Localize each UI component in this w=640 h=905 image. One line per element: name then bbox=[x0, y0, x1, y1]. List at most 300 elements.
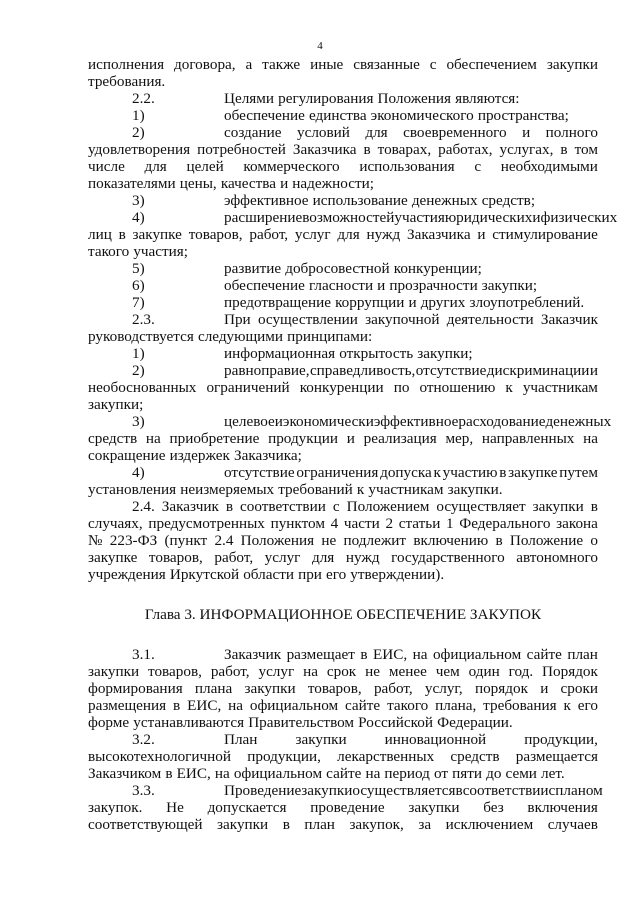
word: Заказчик bbox=[161, 498, 219, 515]
word: менее bbox=[388, 663, 427, 680]
word: не bbox=[365, 663, 380, 680]
word: дискриминации bbox=[486, 362, 590, 379]
word: а bbox=[245, 56, 253, 73]
word: мер, bbox=[445, 430, 474, 447]
word: целевое bbox=[224, 413, 275, 430]
word: Целями bbox=[224, 90, 275, 107]
word: Федерального bbox=[459, 515, 551, 532]
word: реализация bbox=[363, 430, 437, 447]
word: участникам bbox=[522, 379, 598, 396]
item-text bbox=[224, 107, 598, 124]
word: устанавливаются bbox=[133, 714, 245, 731]
word: в bbox=[282, 816, 290, 833]
word: потребностей bbox=[197, 141, 286, 158]
word: Российской bbox=[358, 714, 434, 731]
page-number: 4 bbox=[317, 40, 323, 52]
indent bbox=[88, 192, 132, 209]
word: средств bbox=[88, 430, 138, 447]
word: к bbox=[433, 464, 441, 481]
word: без bbox=[483, 799, 504, 816]
word: случаев bbox=[547, 816, 598, 833]
word: подлежит bbox=[343, 532, 407, 549]
word: следующими bbox=[197, 328, 284, 345]
word: один bbox=[468, 663, 500, 680]
word: развитие bbox=[224, 260, 282, 277]
word: в bbox=[363, 141, 371, 158]
item-number: 2) bbox=[132, 362, 145, 379]
word: показателями bbox=[88, 175, 176, 192]
word: на bbox=[365, 765, 381, 782]
list-item bbox=[88, 107, 598, 124]
spacer bbox=[88, 623, 598, 646]
word: соответствии bbox=[462, 782, 549, 799]
word: по bbox=[393, 379, 410, 396]
word: закупочной bbox=[365, 311, 440, 328]
indent bbox=[88, 209, 132, 226]
item-number: 7) bbox=[132, 294, 145, 311]
word: сайте bbox=[345, 697, 381, 714]
word: не bbox=[321, 532, 337, 549]
word: и bbox=[377, 277, 386, 294]
word: закона bbox=[556, 515, 598, 532]
item-text bbox=[224, 311, 598, 328]
paragraph-first-line bbox=[88, 498, 598, 515]
word: необоснованных bbox=[88, 379, 197, 396]
word: товаров, bbox=[307, 680, 362, 697]
word: высокотехнологичной bbox=[88, 748, 232, 765]
indent bbox=[88, 345, 132, 362]
word: закупки; bbox=[88, 396, 144, 413]
word: для bbox=[337, 226, 360, 243]
word: участия bbox=[394, 209, 445, 226]
word: работах, bbox=[438, 141, 493, 158]
word: товарах, bbox=[377, 141, 432, 158]
word: государственного bbox=[391, 549, 505, 566]
item-number: 5) bbox=[132, 260, 145, 277]
word: плана, bbox=[435, 697, 477, 714]
word: о bbox=[590, 532, 598, 549]
list-item bbox=[88, 464, 598, 481]
word: 223-ФЗ bbox=[109, 532, 158, 549]
word: утверждении). bbox=[350, 566, 445, 583]
word: его bbox=[326, 566, 347, 583]
indent bbox=[88, 90, 132, 107]
word: Проведение bbox=[224, 782, 302, 799]
word: условий bbox=[296, 124, 350, 141]
word: план bbox=[567, 646, 598, 663]
text-line bbox=[88, 549, 598, 566]
word: физических bbox=[540, 209, 618, 226]
word: исполнения bbox=[88, 56, 165, 73]
word: коммерческого bbox=[243, 158, 340, 175]
word: услуг, bbox=[424, 680, 463, 697]
chapter-heading: Глава 3. ИНФОРМАЦИОННОЕ ОБЕСПЕЧЕНИЕ ЗАКУПОК bbox=[144, 606, 542, 623]
word: 2 bbox=[385, 515, 394, 532]
word: издержек bbox=[169, 447, 230, 464]
word: планом bbox=[555, 782, 603, 799]
word: иные bbox=[310, 56, 344, 73]
word: на bbox=[412, 646, 428, 663]
word: порядок bbox=[474, 680, 528, 697]
list-item bbox=[88, 260, 598, 277]
text-line bbox=[88, 158, 598, 175]
word: включения bbox=[527, 799, 598, 816]
word: качества bbox=[220, 175, 276, 192]
text-line bbox=[88, 748, 598, 765]
text-line bbox=[88, 532, 598, 549]
word: прозрачности bbox=[389, 277, 478, 294]
text-line bbox=[88, 714, 598, 731]
item-number: 4) bbox=[132, 209, 145, 226]
word: товаров, bbox=[188, 226, 243, 243]
word: на bbox=[303, 663, 318, 680]
word: числе bbox=[88, 158, 125, 175]
text-line bbox=[88, 141, 598, 158]
word: ограничения bbox=[296, 464, 379, 481]
word: осуществляет bbox=[436, 498, 526, 515]
item-number: 6) bbox=[132, 277, 145, 294]
word: случаях, bbox=[88, 515, 143, 532]
word: участию bbox=[442, 464, 498, 481]
item-number: 2.3. bbox=[132, 311, 155, 328]
spacer bbox=[88, 583, 598, 606]
word: нужд bbox=[345, 549, 380, 566]
word: услуг bbox=[258, 663, 295, 680]
word: к bbox=[356, 481, 365, 498]
word: конкуренции; bbox=[393, 260, 482, 277]
item-number: 3) bbox=[132, 413, 145, 430]
word: являются: bbox=[455, 90, 520, 107]
word: закупок, bbox=[349, 816, 404, 833]
word: осуществлении bbox=[257, 311, 358, 328]
word: Заказчиком bbox=[88, 765, 162, 782]
word: 1 bbox=[446, 515, 454, 532]
item-number: 4) bbox=[132, 464, 145, 481]
word: закупке bbox=[132, 226, 182, 243]
word: и bbox=[532, 209, 541, 226]
text-line bbox=[88, 680, 598, 697]
word: срок bbox=[326, 663, 357, 680]
word: равноправие, bbox=[224, 362, 310, 379]
word: добросовестной bbox=[285, 260, 390, 277]
word: необходимыми bbox=[500, 158, 598, 175]
word: и bbox=[408, 294, 417, 311]
word: путем bbox=[559, 464, 598, 481]
text-line bbox=[88, 566, 598, 583]
indent bbox=[88, 277, 132, 294]
word: Не bbox=[166, 799, 184, 816]
word: расширение bbox=[224, 209, 303, 226]
word: Положением bbox=[346, 498, 430, 515]
word: продукции bbox=[268, 430, 339, 447]
list-item bbox=[88, 209, 618, 226]
text-line bbox=[88, 447, 598, 464]
list-item bbox=[88, 646, 598, 663]
word: услугах, bbox=[499, 141, 554, 158]
word: предусмотренных bbox=[148, 515, 265, 532]
word: форме bbox=[88, 714, 130, 731]
word: денежных bbox=[411, 192, 478, 209]
word: закупки; bbox=[481, 277, 538, 294]
text-line bbox=[88, 56, 598, 73]
word: осуществляется bbox=[352, 782, 456, 799]
word: использования bbox=[359, 158, 455, 175]
word: план bbox=[304, 816, 335, 833]
indent bbox=[88, 413, 132, 430]
word: сайте bbox=[326, 765, 362, 782]
item-text bbox=[224, 362, 598, 379]
item-text bbox=[224, 260, 598, 277]
word: с bbox=[474, 158, 482, 175]
word: ЕИС, bbox=[372, 646, 408, 663]
text-line bbox=[88, 73, 598, 90]
word: для bbox=[365, 124, 388, 141]
word: и bbox=[477, 226, 486, 243]
word: и bbox=[274, 413, 283, 430]
text-line bbox=[88, 765, 598, 782]
word: гласности bbox=[308, 277, 374, 294]
word: работ, bbox=[210, 663, 250, 680]
word: допускается bbox=[207, 799, 287, 816]
word: работ, bbox=[214, 549, 254, 566]
item-number: 2.2. bbox=[132, 90, 155, 107]
word: том bbox=[574, 141, 598, 158]
word: закупки; bbox=[417, 345, 473, 362]
text-line bbox=[88, 799, 598, 816]
word: для bbox=[144, 158, 167, 175]
word: области bbox=[243, 566, 294, 583]
word: за bbox=[418, 816, 432, 833]
indent bbox=[88, 294, 132, 311]
list-item bbox=[88, 192, 598, 209]
item-text bbox=[224, 294, 598, 311]
word: в bbox=[499, 464, 507, 481]
word: товаров, bbox=[148, 663, 202, 680]
word: и bbox=[589, 362, 598, 379]
word: справедливость, bbox=[309, 362, 416, 379]
list-item bbox=[88, 731, 598, 748]
indent bbox=[88, 782, 132, 799]
word: такого bbox=[88, 243, 130, 260]
word: ограничений bbox=[206, 379, 290, 396]
word: Заказчика; bbox=[234, 447, 302, 464]
word: злоупотреблений. bbox=[469, 294, 585, 311]
text-line bbox=[88, 328, 598, 345]
word: и bbox=[346, 430, 355, 447]
word: нужд bbox=[366, 226, 401, 243]
word: экономически bbox=[282, 413, 374, 430]
word: обеспечение bbox=[224, 107, 305, 124]
word: надежности; bbox=[292, 175, 374, 192]
word: отношению bbox=[419, 379, 496, 396]
text-line bbox=[88, 175, 598, 192]
word: в bbox=[360, 646, 368, 663]
word: полного bbox=[545, 124, 598, 141]
word: продукции, bbox=[247, 748, 321, 765]
word: При bbox=[224, 311, 251, 328]
word: инновационной bbox=[384, 731, 487, 748]
item-number: 3.1. bbox=[132, 646, 155, 663]
word: регулирования bbox=[278, 90, 374, 107]
text-line bbox=[88, 816, 598, 833]
item-number: 3.2. bbox=[132, 731, 155, 748]
word: пяти bbox=[452, 765, 483, 782]
word: его bbox=[577, 697, 598, 714]
word: Заказчика bbox=[292, 141, 357, 158]
word: с bbox=[548, 782, 556, 799]
word: пунктом bbox=[270, 515, 325, 532]
word: юридических bbox=[444, 209, 533, 226]
word: лиц bbox=[88, 226, 112, 243]
item-number: 1) bbox=[132, 107, 145, 124]
word: закупки. bbox=[447, 481, 503, 498]
item-number: 1) bbox=[132, 345, 145, 362]
word: Федерации. bbox=[437, 714, 513, 731]
word: допуска bbox=[380, 464, 432, 481]
word: договора, bbox=[174, 56, 236, 73]
word: Положение bbox=[509, 532, 584, 549]
word: закупки bbox=[408, 799, 460, 816]
word: возможностей bbox=[302, 209, 395, 226]
word: к bbox=[563, 697, 571, 714]
word: закупки bbox=[217, 816, 269, 833]
text-line bbox=[88, 226, 598, 243]
word: закупке bbox=[88, 549, 138, 566]
word: предотвращение bbox=[224, 294, 331, 311]
list-item bbox=[88, 413, 612, 430]
word: средств bbox=[450, 748, 500, 765]
word: статьи bbox=[398, 515, 441, 532]
word: сроки bbox=[560, 680, 598, 697]
word: закупки bbox=[532, 498, 584, 515]
indent bbox=[88, 260, 132, 277]
word: учреждения bbox=[88, 566, 166, 583]
word: Положения bbox=[240, 532, 315, 549]
word: участникам bbox=[368, 481, 444, 498]
indent bbox=[88, 646, 132, 663]
word: цены, bbox=[179, 175, 217, 192]
word: единства bbox=[308, 107, 367, 124]
word: соответствии bbox=[240, 498, 326, 515]
list-item bbox=[88, 277, 598, 294]
word: товаров, bbox=[148, 549, 203, 566]
indent bbox=[88, 498, 132, 515]
word: продукции, bbox=[524, 731, 598, 748]
word: отсутствие bbox=[224, 464, 295, 481]
word: принципами: bbox=[287, 328, 373, 345]
word: на bbox=[214, 765, 230, 782]
word: требования. bbox=[88, 73, 166, 90]
word: создание bbox=[224, 124, 282, 141]
item-number: 3) bbox=[132, 192, 145, 209]
word: неизмеряемых bbox=[180, 481, 275, 498]
indent bbox=[88, 124, 132, 141]
text-line bbox=[88, 379, 598, 396]
word: Заказчик bbox=[224, 646, 282, 663]
text-line bbox=[88, 243, 598, 260]
word: использование bbox=[312, 192, 408, 209]
word: проведение bbox=[310, 799, 385, 816]
word: размещается bbox=[515, 748, 598, 765]
word: установления bbox=[88, 481, 177, 498]
indent bbox=[88, 731, 132, 748]
word: закупки bbox=[295, 731, 347, 748]
word: 2.4. bbox=[132, 498, 155, 515]
word: деятельности bbox=[446, 311, 534, 328]
word: такого bbox=[387, 697, 429, 714]
text-line bbox=[88, 481, 598, 498]
word: информационная bbox=[224, 345, 336, 362]
word: закупки bbox=[244, 680, 296, 697]
word: (пункт bbox=[164, 532, 208, 549]
word: денежных bbox=[545, 413, 612, 430]
item-text bbox=[224, 124, 598, 141]
indent bbox=[88, 311, 132, 328]
word: закупке bbox=[508, 464, 558, 481]
text-line bbox=[88, 430, 598, 447]
word: требований bbox=[278, 481, 353, 498]
word: на bbox=[583, 430, 598, 447]
word: стимулирование bbox=[492, 226, 598, 243]
word: к bbox=[505, 379, 513, 396]
indent bbox=[88, 362, 132, 379]
list-item bbox=[88, 124, 598, 141]
word: до bbox=[486, 765, 502, 782]
word: закупки bbox=[546, 56, 598, 73]
word: год. bbox=[508, 663, 534, 680]
item-text bbox=[224, 209, 617, 226]
word: коррупции bbox=[335, 294, 405, 311]
word: участия; bbox=[133, 243, 188, 260]
list-item bbox=[88, 311, 598, 328]
word: своевременного bbox=[403, 124, 507, 141]
word: автономного bbox=[516, 549, 598, 566]
paragraph-text bbox=[132, 498, 598, 515]
word: в bbox=[455, 782, 463, 799]
word: лекарственных bbox=[337, 748, 435, 765]
item-text bbox=[224, 782, 603, 799]
word: Заказчика bbox=[406, 226, 471, 243]
list-item bbox=[88, 345, 598, 362]
word: конкуренции bbox=[299, 379, 384, 396]
word: от bbox=[434, 765, 449, 782]
list-item bbox=[88, 294, 598, 311]
word: открытость bbox=[339, 345, 414, 362]
word: части bbox=[343, 515, 380, 532]
word: исключением bbox=[445, 816, 534, 833]
word: в bbox=[590, 498, 598, 515]
document-body bbox=[88, 56, 618, 833]
word: пространства; bbox=[477, 107, 569, 124]
item-text bbox=[224, 345, 598, 362]
word: услуг bbox=[294, 226, 331, 243]
item-text bbox=[224, 464, 598, 481]
word: № bbox=[88, 532, 103, 549]
word: услуг bbox=[264, 549, 301, 566]
word: период bbox=[384, 765, 430, 782]
word: соответствующей bbox=[88, 816, 203, 833]
word: сайте bbox=[526, 646, 562, 663]
item-text bbox=[224, 731, 598, 748]
item-text bbox=[224, 413, 611, 430]
word: формирования bbox=[88, 680, 183, 697]
word: направленных bbox=[481, 430, 575, 447]
word: на bbox=[228, 697, 243, 714]
word: сокращение bbox=[88, 447, 166, 464]
word: целей bbox=[186, 158, 224, 175]
word: Правительством bbox=[248, 714, 355, 731]
word: также bbox=[262, 56, 301, 73]
